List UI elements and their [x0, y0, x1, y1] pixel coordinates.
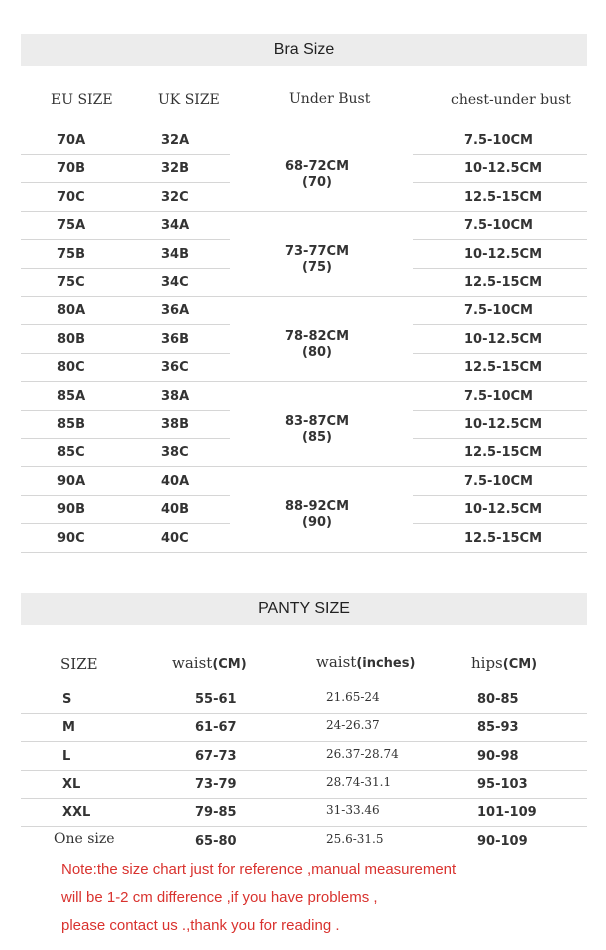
chest-under-bust-cell: 7.5-10CM [464, 473, 533, 489]
eu-size-cell: 75A [57, 218, 86, 234]
chest-under-bust-cell: 12.5-15CM [464, 189, 543, 205]
panty-size-cell: S [62, 692, 72, 707]
row-separator [413, 495, 587, 496]
under-bust-range [262, 329, 372, 361]
row-separator [21, 353, 230, 354]
hips-cell: 90-98 [477, 748, 519, 764]
panty-size-cell: XXL [62, 805, 91, 821]
row-separator [21, 410, 230, 411]
waist-cm-header: waist(CM) [172, 654, 247, 672]
uk-size-cell: 38C [161, 445, 189, 461]
uk-size-cell: 36C [161, 360, 189, 376]
chest-under-bust-cell: 10-12.5CM [464, 331, 543, 347]
row-separator [21, 381, 587, 382]
eu-size-cell: 90C [57, 530, 85, 546]
under-bust-base: (80) [302, 345, 332, 360]
row-separator [21, 182, 230, 183]
uk-size-header: UK SIZE [158, 92, 220, 108]
under-bust-range [262, 414, 372, 446]
row-separator [21, 438, 230, 439]
eu-size-cell: 85C [57, 445, 85, 461]
hips-cell: 95-103 [477, 776, 528, 792]
hips-cell: 85-93 [477, 720, 519, 736]
eu-size-cell: 70C [57, 189, 85, 205]
chest-under-bust-cell: 7.5-10CM [464, 388, 533, 404]
row-separator [413, 239, 587, 240]
hips-cell: 101-109 [477, 805, 537, 821]
eu-size-cell: 75B [57, 246, 85, 262]
waist-inches-cell: 26.37-28.74 [326, 746, 399, 761]
waist-inches-cell: 21.65-24 [326, 690, 380, 704]
uk-size-cell: 40A [161, 473, 190, 489]
panty-size-title: PANTY SIZE [21, 593, 587, 625]
uk-size-cell: 32C [161, 189, 189, 205]
under-bust-range [262, 159, 372, 191]
uk-size-cell: 36A [161, 303, 190, 319]
under-bust-range [262, 499, 372, 531]
under-bust-range-cm: 73-77CM [284, 244, 350, 259]
chest-under-bust-cell: 7.5-10CM [464, 133, 533, 148]
eu-size-cell: 80C [57, 360, 85, 376]
chest-under-bust-cell: 12.5-15CM [464, 530, 543, 546]
row-separator [21, 826, 587, 827]
chest-under-bust-cell: 12.5-15CM [464, 360, 543, 376]
uk-size-cell: 32B [161, 161, 189, 177]
eu-size-cell: 75C [57, 275, 85, 290]
under-bust-range-cm: 83-87CM [284, 414, 350, 429]
eu-size-cell: 80B [57, 331, 85, 347]
uk-size-cell: 40C [161, 530, 189, 546]
chest-under-bust-cell: 12.5-15CM [464, 275, 543, 290]
under-bust-range-cm: 68-72CM [284, 159, 350, 174]
under-bust-range-cm: 78-82CM [284, 329, 350, 344]
panty-size-cell: L [62, 748, 71, 764]
hips-cell: 90-109 [477, 833, 528, 849]
row-separator [21, 713, 587, 714]
waist-cm-cell: 61-67 [195, 720, 237, 736]
hips-header: hips(CM) [471, 654, 538, 672]
row-separator [21, 154, 230, 155]
chest-under-bust-cell: 10-12.5CM [464, 502, 543, 518]
row-separator [21, 296, 587, 297]
waist-inches-cell: 24-26.37 [326, 718, 380, 733]
row-separator [21, 770, 587, 771]
row-separator [413, 410, 587, 411]
panty-size-cell: XL [62, 776, 81, 792]
under-bust-header: Under Bust [289, 91, 371, 107]
uk-size-cell: 34C [161, 275, 189, 290]
waist-cm-cell: 55-61 [195, 692, 237, 707]
bra-size-title: Bra Size [21, 34, 587, 66]
chest-under-bust-cell: 7.5-10CM [464, 218, 533, 234]
row-separator [413, 523, 587, 524]
note-line-2: will be 1-2 cm difference ,if you have problems , [61, 889, 378, 906]
uk-size-cell: 34A [161, 218, 190, 234]
uk-size-cell: 38B [161, 417, 189, 432]
row-separator [21, 268, 230, 269]
under-bust-range-cm: 88-92CM [284, 499, 350, 514]
panty-size-cell: M [62, 720, 75, 736]
eu-size-header: EU SIZE [51, 92, 113, 108]
row-separator [413, 154, 587, 155]
uk-size-cell: 34B [161, 246, 189, 262]
under-bust-base: (70) [302, 175, 332, 190]
row-separator [413, 353, 587, 354]
hips-cell: 80-85 [477, 692, 519, 707]
waist-cm-cell: 65-80 [195, 833, 237, 849]
row-separator [21, 239, 230, 240]
chest-under-bust-cell: 10-12.5CM [464, 417, 543, 432]
waist-cm-cell: 67-73 [195, 748, 237, 764]
under-bust-base: (85) [302, 430, 332, 445]
eu-size-cell: 80A [57, 303, 86, 319]
under-bust-base: (75) [302, 260, 332, 275]
waist-inches-cell: 31-33.46 [326, 803, 380, 818]
row-separator [21, 495, 230, 496]
chest-under-bust-cell: 7.5-10CM [464, 303, 533, 319]
waist-inches-header: waist(inches) [316, 653, 416, 671]
under-bust-base: (90) [302, 515, 332, 530]
row-separator [413, 182, 587, 183]
eu-size-cell: 90A [57, 473, 86, 489]
uk-size-cell: 38A [161, 388, 190, 404]
note-line-1: Note:the size chart just for reference ,manual measurement [61, 861, 457, 878]
eu-size-cell: 70B [57, 161, 85, 177]
chest-under-bust-header: chest-under bust [451, 92, 571, 108]
under-bust-range [262, 244, 372, 276]
chest-under-bust-cell: 12.5-15CM [464, 445, 543, 461]
row-separator [413, 324, 587, 325]
eu-size-cell: 85B [57, 417, 85, 432]
row-separator [21, 211, 587, 212]
row-separator [413, 438, 587, 439]
row-separator [21, 523, 230, 524]
chest-under-bust-cell: 10-12.5CM [464, 161, 543, 177]
panty-size-header: SIZE [60, 655, 98, 673]
row-separator [21, 466, 587, 467]
waist-cm-cell: 73-79 [195, 776, 237, 792]
eu-size-cell: 85A [57, 388, 86, 404]
uk-size-cell: 32A [161, 133, 190, 148]
row-separator [21, 552, 587, 553]
row-separator [21, 798, 587, 799]
waist-inches-cell: 25.6-31.5 [326, 831, 384, 846]
uk-size-cell: 36B [161, 331, 189, 347]
waist-cm-cell: 79-85 [195, 805, 237, 821]
waist-inches-cell: 28.74-31.1 [326, 774, 392, 789]
uk-size-cell: 40B [161, 502, 189, 518]
note-line-3: please contact us .,thank you for reading . [61, 917, 340, 934]
eu-size-cell: 90B [57, 502, 85, 518]
panty-size-cell: One size [54, 830, 115, 847]
row-separator [413, 268, 587, 269]
row-separator [21, 741, 587, 742]
eu-size-cell: 70A [57, 133, 86, 148]
chest-under-bust-cell: 10-12.5CM [464, 246, 543, 262]
row-separator [21, 324, 230, 325]
